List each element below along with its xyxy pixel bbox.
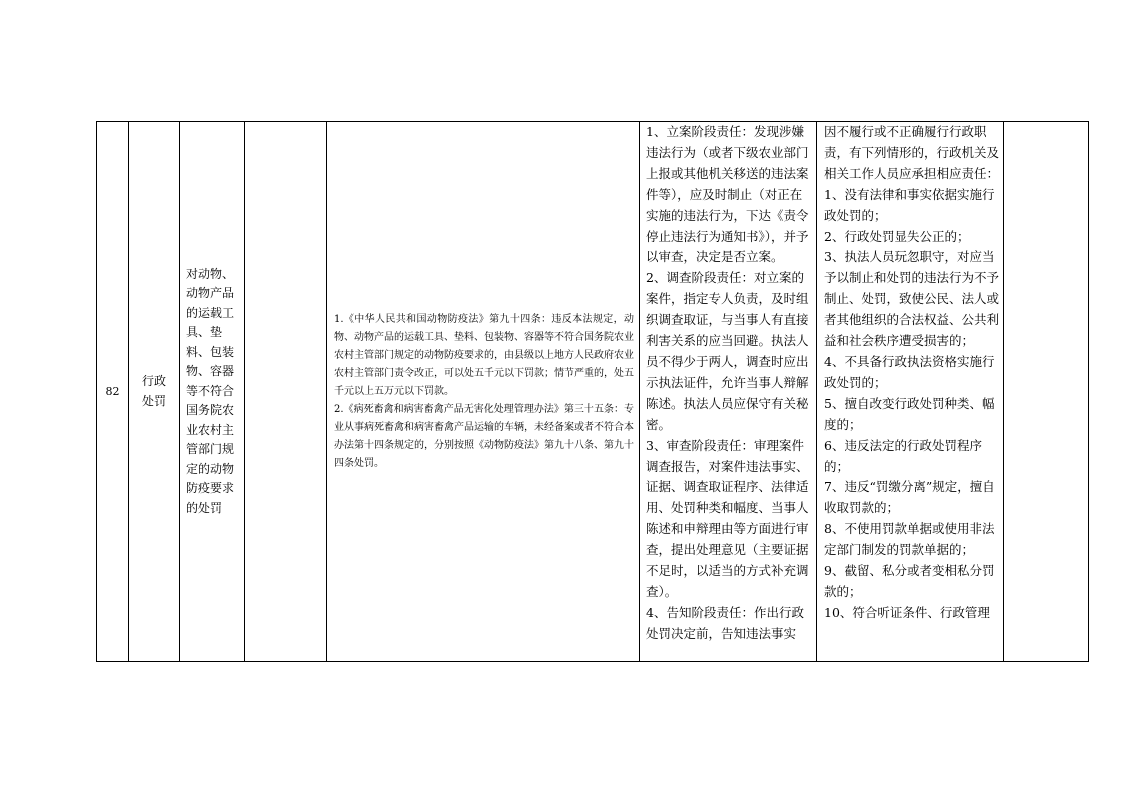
remarks-cell (1004, 122, 1089, 662)
accountability-item: 3、执法人员玩忽职守，对应当予以制止和处罚的违法行为不予制止、处罚，致使公民、法人或者其他组织的合法权益、公共利益和社会秩序遭受损害的； (824, 249, 1000, 349)
responsibility-cell (640, 122, 817, 662)
accountability-item: 10、符合听证条件、行政管理 (824, 604, 990, 620)
accountability-item: 4、不具备行政执法资格实施行政处罚的； (824, 353, 995, 390)
accountability-item: 8、不使用罚款单据或使用非法定部门制发的罚款单据的； (824, 521, 995, 558)
accountability-item: 7、违反“罚缴分离”规定，擅自收取罚款的； (824, 479, 995, 516)
power-type-cell (129, 122, 180, 662)
accountability-item: 9、截留、私分或者变相私分罚款的； (824, 563, 995, 599)
accountability-item: 5、擅自改变行政处罚种类、幅度的； (824, 395, 995, 432)
table-row (97, 122, 1089, 662)
row-number: 82 (97, 122, 129, 662)
accountability-item: 2、行政处罚显失公正的； (824, 228, 970, 244)
legal-basis-1: 1.《中华人民共和国动物防疫法》第九十四条：违反本法规定，动物、动物产品的运载工具、垫料、包装物、容器等不符合国务院农业农村主管部门规定的动物防疫要求的，由县级以上地方人民政府农业农村主管部门责令改正，可以处五千元以下罚款；情节严重的，处五千元以上五万元以下罚款。 (334, 313, 634, 397)
accountability-cell (817, 122, 1004, 662)
legal-basis-2: 2.《病死畜禽和病害畜禽产品无害化处理管理办法》第三十五条：专业从事病死畜禽和病害畜禽产品运输的车辆，未经备案或者不符合本办法第十四条规定的，分别按照《动物防疫法》第九十八条、第九十四条处罚。 (334, 403, 634, 469)
responsibility-item: 1、立案阶段责任：发现涉嫌违法行为（或者下级农业部门上报或其他机关移送的违法案件等），应及时制止（对正在实施的违法行为，下达《责令停止违法行为通知书》），并予以审查，决定是否立案。 (646, 124, 809, 265)
responsibility-item: 2、调查阶段责任：对立案的案件，指定专人负责，及时组织调查取证，与当事人有直接利害关系的应当回避。执法人员不得少于两人，调查时应出示执法证件，允许当事人辩解陈述。执法人员应保守有关秘密。 (646, 270, 809, 432)
accountability-item: 因不履行或不正确履行行政职责，有下列情形的，行政机关及相关工作人员应承担相应责任： (824, 124, 1000, 181)
power-type: 行政处罚 (141, 374, 166, 408)
responsibility-item: 4、告知阶段责任：作出行政处罚决定前，告知违法事实 (646, 604, 804, 641)
sub-item-cell (245, 122, 327, 662)
power-list-table (96, 121, 1089, 662)
accountability-item: 6、违反法定的行政处罚程序的； (824, 437, 982, 474)
item-name: 对动物、动物产品的运载工具、垫料、包装物、容器等不符合国务院农业农村主管部门规定的动物防疫要求的处罚 (186, 266, 235, 515)
responsibility-item: 3、审查阶段责任：审理案件调查报告，对案件违法事实、证据、调查取证程序、法律适用、处罚种类和幅度、当事人陈述和申辩理由等方面进行审查，提出处理意见（主要证据不足时，以适当的方式补充调查）。 (646, 437, 809, 599)
legal-basis-cell (327, 122, 640, 662)
item-name-cell (180, 122, 245, 662)
accountability-item: 1、没有法律和事实依据实施行政处罚的； (824, 186, 995, 223)
